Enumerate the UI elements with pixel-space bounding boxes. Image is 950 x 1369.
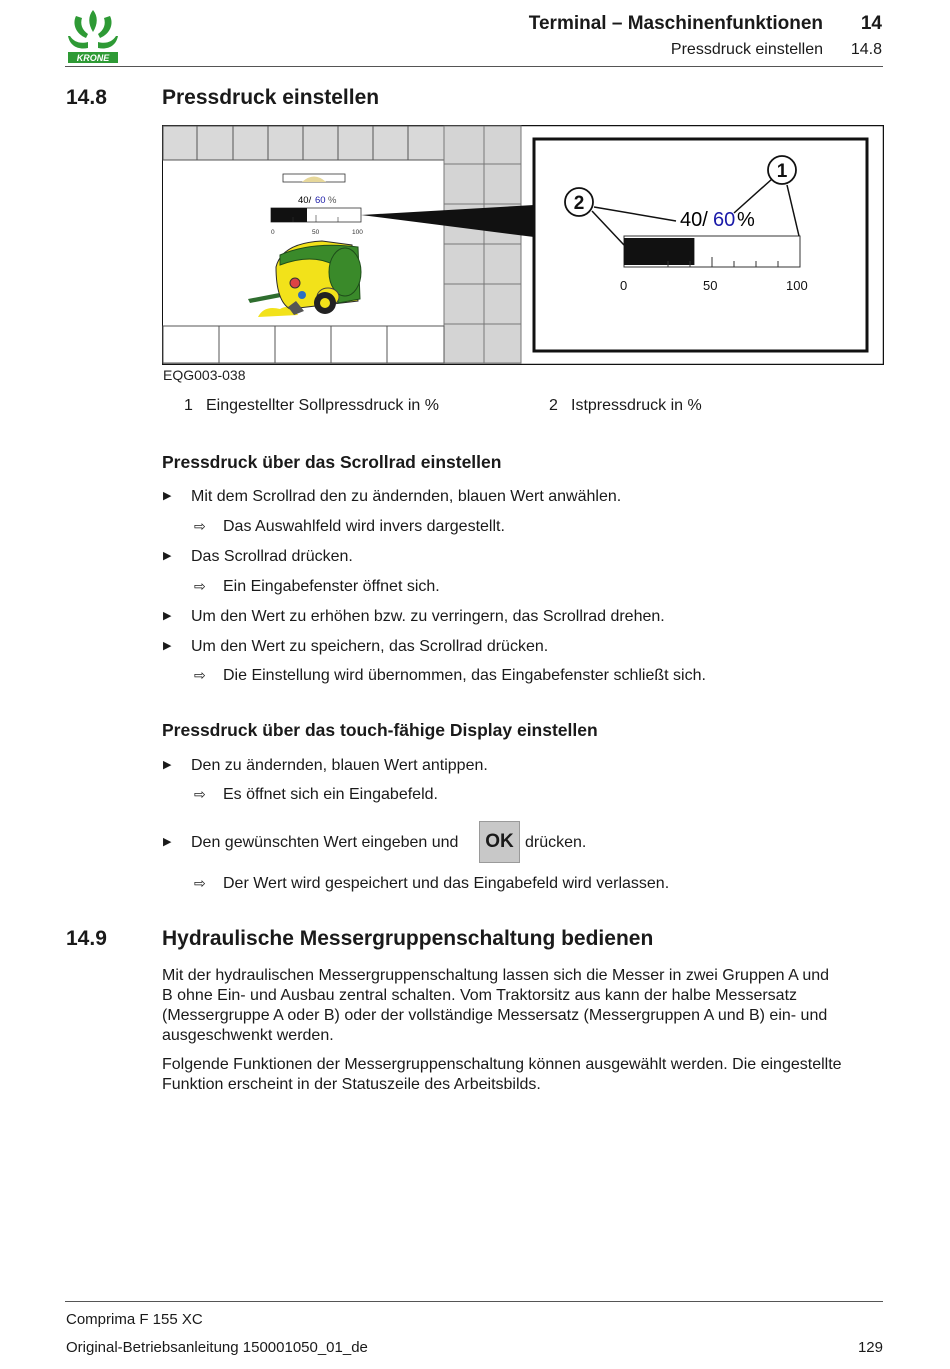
krone-wordmark: KRONE [76,53,110,63]
paragraph-2-line-1: Folgende Funktionen der Messergruppenschaltung können ausgewählt werden. Die eingestellte [162,1056,842,1073]
step-touch-2-text: Den gewünschten Wert eingeben und [191,834,459,851]
legend-text-2: Istpressdruck in % [571,397,702,414]
zoom-unit: % [737,209,755,231]
paragraph-1-line-4: ausgeschwenkt werden. [162,1027,334,1044]
pressure-zoom-panel [534,139,867,351]
triangle-right-icon: ▶ [163,490,172,502]
outline-arrow-right-icon: ⇨ [194,667,206,683]
paragraph-1-line-3: (Messergruppe A oder B) oder der vollständige Messersatz (Messergruppen A und B) ein- und [162,1007,828,1024]
footer-document: Original-Betriebsanleitung 150001050_01_de [66,1339,368,1356]
step-touch-1: Den zu ändernden, blauen Wert antippen. [191,757,488,774]
triangle-right-icon: ▶ [163,759,172,771]
paragraph-1-line-2: B ohne Ein- und Ausbau zentral schalten. Vom Traktorsitz aus kann der halbe Messersatz [162,987,798,1004]
step-scrollrad-4: Um den Wert zu speichern, das Scrollrad drücken. [191,638,549,655]
subheading-scrollrad: Pressdruck über das Scrollrad einstellen [162,452,502,472]
outline-arrow-right-icon: ⇨ [194,518,206,534]
zoom-tick-0: 0 [620,278,628,293]
small-value-ist: 40/ [298,195,312,206]
legend-text-1: Eingestellter Sollpressdruck in % [206,397,439,414]
small-tick-0: 0 [271,229,275,236]
zoom-value-ist: 40/ [680,209,708,231]
zoom-tick-50: 50 [703,278,718,293]
zoom-pressure-fill [624,238,694,265]
triangle-right-icon: ▶ [163,836,172,848]
paragraph-1-line-1: Mit der hydraulischen Messergruppenschaltung lassen sich die Messer in zwei Gruppen A und [162,967,830,984]
step-scrollrad-2: Das Scrollrad drücken. [191,548,353,565]
triangle-right-icon: ▶ [163,640,172,652]
legend-number-1: 1 [184,397,193,414]
legend-number-2: 2 [549,397,558,414]
step-scrollrad-1: Mit dem Scrollrad den zu ändernden, blauen Wert anwählen. [191,488,622,505]
result-touch-2: Der Wert wird gespeichert und das Eingabefeld wird verlassen. [223,875,670,892]
outline-arrow-right-icon: ⇨ [194,578,206,594]
footer-rule [65,1301,883,1302]
figure-id: EQG003-038 [163,367,246,383]
svg-text:2: 2 [573,193,585,214]
outline-arrow-right-icon: ⇨ [194,875,206,891]
result-scrollrad-4: Die Einstellung wird übernommen, das Eingabefenster schließt sich. [223,667,706,684]
outline-arrow-right-icon: ⇨ [194,786,206,802]
section-number-14-8: 14.8 [66,86,107,109]
small-unit: % [328,195,337,206]
step-touch-2-after: drücken. [525,834,587,851]
small-pressure-fill [271,208,307,222]
pressdruck-figure [162,125,884,365]
header-section-title: Pressdruck einstellen [670,41,823,58]
subheading-touch: Pressdruck über das touch-fähige Display einstellen [162,720,598,740]
footer-model: Comprima F 155 XC [66,1311,203,1328]
result-touch-1: Es öffnet sich ein Eingabefeld. [223,786,438,803]
footer-page-number: 129 [857,1339,883,1356]
triangle-right-icon: ▶ [163,610,172,622]
small-tick-100: 100 [352,229,363,236]
paragraph-2-line-2: Funktion erscheint in der Statuszeile des Arbeitsbilds. [162,1076,541,1093]
header-section-number: 14.8 [850,41,882,58]
krone-logo [64,6,122,64]
step-scrollrad-3: Um den Wert zu erhöhen bzw. zu verringern, das Scrollrad drehen. [191,608,665,625]
svg-text:1: 1 [776,161,788,182]
chapter-number: 14 [860,13,882,34]
chapter-title: Terminal – Maschinenfunktionen [528,13,823,34]
zoom-tick-100: 100 [786,278,808,293]
small-tick-50: 50 [312,229,320,236]
section-title-14-8: Pressdruck einstellen [162,86,380,109]
triangle-right-icon: ▶ [163,550,172,562]
result-scrollrad-1: Das Auswahlfeld wird invers dargestellt. [223,518,505,535]
section-number-14-9: 14.9 [66,927,107,950]
small-value-soll: 60 [315,195,326,206]
header-rule [65,66,883,67]
result-scrollrad-2: Ein Eingabefenster öffnet sich. [223,578,440,595]
ok-button[interactable]: OK [479,821,520,863]
zoom-value-soll: 60 [713,209,736,231]
terminal-screen [163,126,534,363]
section-title-14-9: Hydraulische Messergruppenschaltung bedienen [162,927,654,950]
